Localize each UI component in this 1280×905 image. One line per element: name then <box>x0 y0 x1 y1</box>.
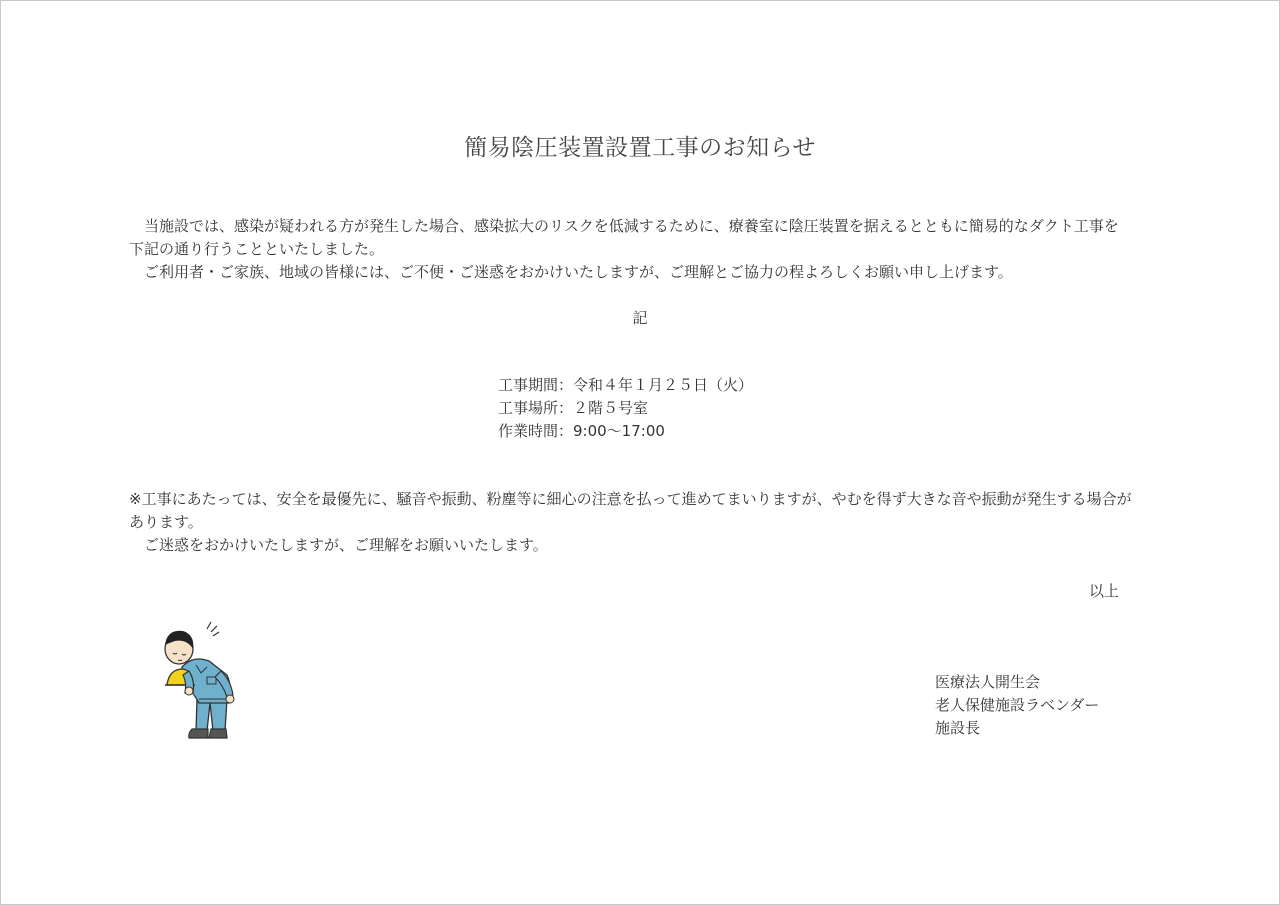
signature-block <box>935 671 1099 740</box>
corporation-name: 医療法人開生会 <box>935 673 1041 691</box>
understanding-paragraph: ご迷惑をおかけいたしますが、ご理解をお願いいたします。 <box>144 536 548 554</box>
noise-note-paragraph: ※工事にあたっては、安全を最優先に、騒音や振動、粉塵等に細心の注意を払って進めてまいりますが、やむを得ず大きな音や振動が発生する場合があります。 <box>129 490 1132 531</box>
signatory-title: 施設長 <box>935 719 981 737</box>
construction-period: 工事期間：令和４年１月２５日（火） <box>498 376 754 394</box>
closing-mark: 以上 <box>1089 582 1120 600</box>
page-title: 簡易陰圧装置設置工事のお知らせ <box>464 135 816 161</box>
construction-details <box>498 374 753 443</box>
construction-location: 工事場所：２階５号室 <box>498 399 649 417</box>
intro-section <box>129 215 1133 284</box>
facility-name: 老人保健施設ラベンダー <box>935 696 1100 714</box>
ki-heading: 記 <box>632 309 648 327</box>
bowing-worker-icon <box>149 619 249 745</box>
note-section <box>129 488 1133 557</box>
intro-paragraph: 当施設では、感染が疑われる方が発生した場合、感染拡大のリスクを低減するために、療養室に陰圧装置を据えるとともに簡易的なダクト工事を下記の通り行うことといたしました。 <box>129 217 1119 258</box>
work-hours: 作業時間：9:00～17:00 <box>498 422 665 440</box>
apology-paragraph: ご利用者・ご家族、地域の皆様には、ご不便・ご迷惑をおかけいたしますが、ご理解とご協力の程よろしくお願い申し上げます。 <box>144 263 1013 281</box>
